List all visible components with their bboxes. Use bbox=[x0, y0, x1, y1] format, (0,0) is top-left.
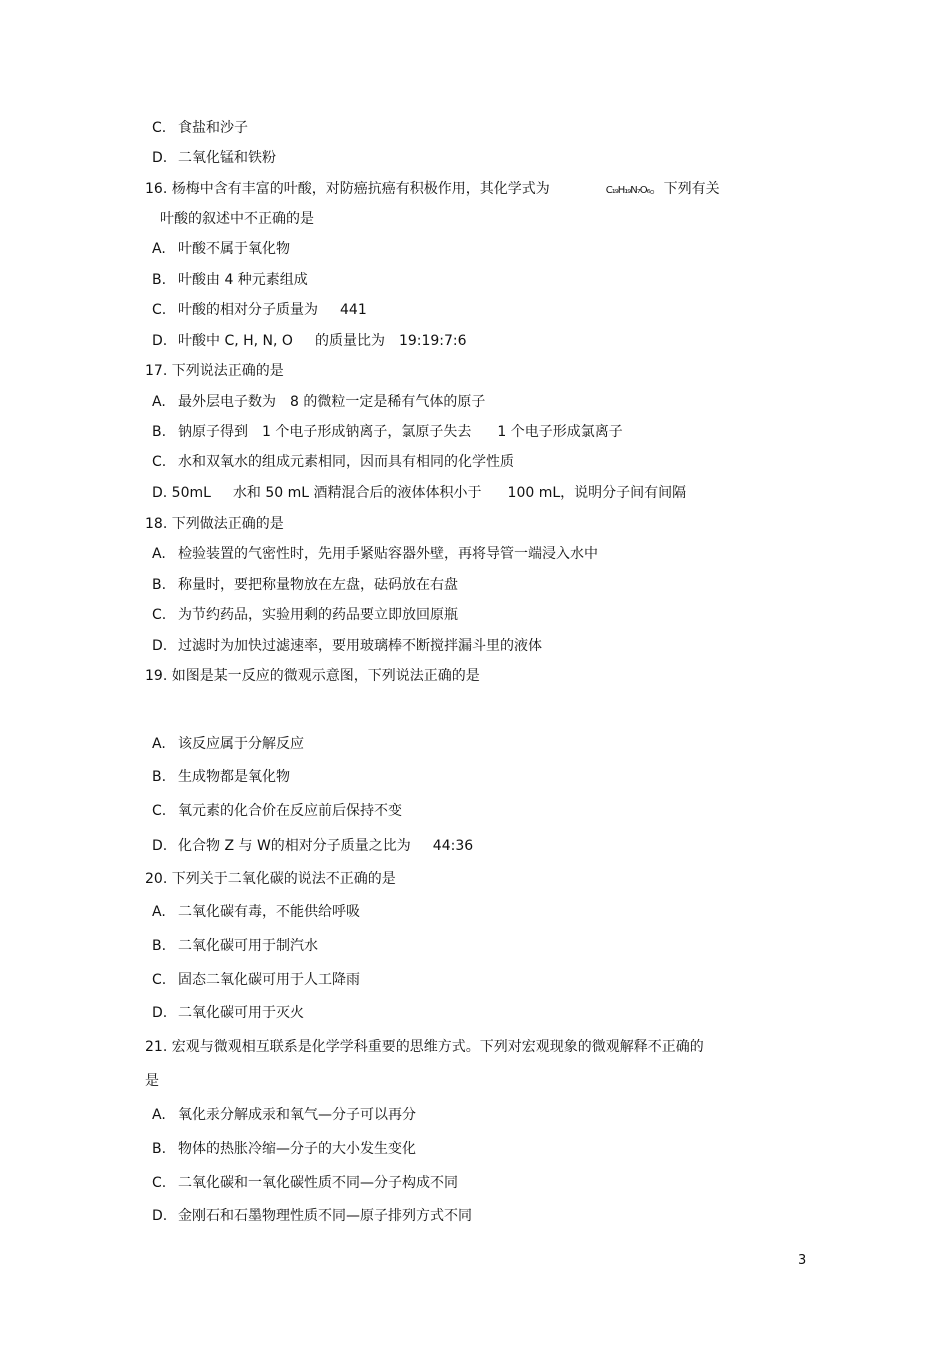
q18-option-b: B. 称量时，要把称量物放在左盘，砝码放在右盘 bbox=[152, 577, 458, 593]
q16-option-b: B. 叶酸由 4 种元素组成 bbox=[152, 272, 308, 288]
q16-option-a: A. 叶酸不属于氧化物 bbox=[152, 241, 290, 257]
q20-option-d: D. 二氧化碳可用于灭火 bbox=[152, 1005, 304, 1021]
q21-stem: 21. 宏观与微观相互联系是化学学科重要的思维方式。下列对宏观现象的微观解释不正确的 bbox=[145, 1039, 704, 1055]
q18-option-a: A. 检验装置的气密性时，先用手紧贴容器外壁，再将导管一端浸入水中 bbox=[152, 546, 598, 562]
q21-option-b: B. 物体的热胀冷缩—分子的大小发生变化 bbox=[152, 1141, 416, 1157]
q16-option-c: C. 叶酸的相对分子质量为 441 bbox=[152, 302, 367, 318]
q19-option-a: A. 该反应属于分解反应 bbox=[152, 736, 304, 752]
q17-option-d: D. 50mL 水和 50 mL 酒精混合后的液体体积小于 100 mL，说明分子间有间隔 bbox=[152, 485, 687, 501]
q18-stem: 18. 下列做法正确的是 bbox=[145, 516, 284, 532]
q21-stem-cont: 是 bbox=[145, 1073, 159, 1089]
q17-option-c: C. 水和双氧水的组成元素相同，因而具有相同的化学性质 bbox=[152, 454, 514, 470]
q19-option-b: B. 生成物都是氧化物 bbox=[152, 769, 290, 785]
q18-option-d: D. 过滤时为加快过滤速率，要用玻璃棒不断搅拌漏斗里的液体 bbox=[152, 638, 542, 654]
q15-option-d: D. 二氧化锰和铁粉 bbox=[152, 150, 276, 166]
q21-option-a: A. 氧化汞分解成汞和氧气—分子可以再分 bbox=[152, 1107, 416, 1123]
q16-option-d: D. 叶酸中 C, H, N, O 的质量比为 19:19:7:6 bbox=[152, 333, 467, 349]
q20-option-a: A. 二氧化碳有毒，不能供给呼吸 bbox=[152, 904, 360, 920]
q16-stem-cont: 叶酸的叙述中不正确的是 bbox=[160, 211, 314, 227]
q21-option-d: D. 金刚石和石墨物理性质不同—原子排列方式不同 bbox=[152, 1208, 472, 1224]
q20-option-b: B. 二氧化碳可用于制汽水 bbox=[152, 938, 318, 954]
q16-formula: C₁₉H₁₉N₇O₆ bbox=[605, 185, 650, 196]
q17-option-a: A. 最外层电子数为 8 的微粒一定是稀有气体的原子 bbox=[152, 394, 486, 410]
q19-option-c: C. 氧元素的化合价在反应前后保持不变 bbox=[152, 803, 402, 819]
q15-option-c: C. 食盐和沙子 bbox=[152, 120, 248, 136]
q19-stem: 19. 如图是某一反应的微观示意图，下列说法正确的是 bbox=[145, 668, 480, 684]
q17-option-b: B. 钠原子得到 1 个电子形成钠离子，氯原子失去 1 个电子形成氯离子 bbox=[152, 424, 623, 440]
q19-option-d: D. 化合物 Z 与 W的相对分子质量之比为 44:36 bbox=[152, 838, 474, 854]
q18-option-c: C. 为节约药品，实验用剩的药品要立即放回原瓶 bbox=[152, 607, 458, 623]
q16-stem: 16. 杨梅中含有丰富的叶酸，对防癌抗癌有积极作用，其化学式为 C₁₉H₁₉N₇O₆。下列有关 bbox=[145, 181, 720, 197]
page-number: 3 bbox=[798, 1253, 807, 1268]
q20-stem: 20. 下列关于二氧化碳的说法不正确的是 bbox=[145, 871, 396, 887]
q21-option-c: C. 二氧化碳和一氧化碳性质不同—分子构成不同 bbox=[152, 1175, 458, 1191]
q17-stem: 17. 下列说法正确的是 bbox=[145, 363, 284, 379]
q20-option-c: C. 固态二氧化碳可用于人工降雨 bbox=[152, 972, 360, 988]
